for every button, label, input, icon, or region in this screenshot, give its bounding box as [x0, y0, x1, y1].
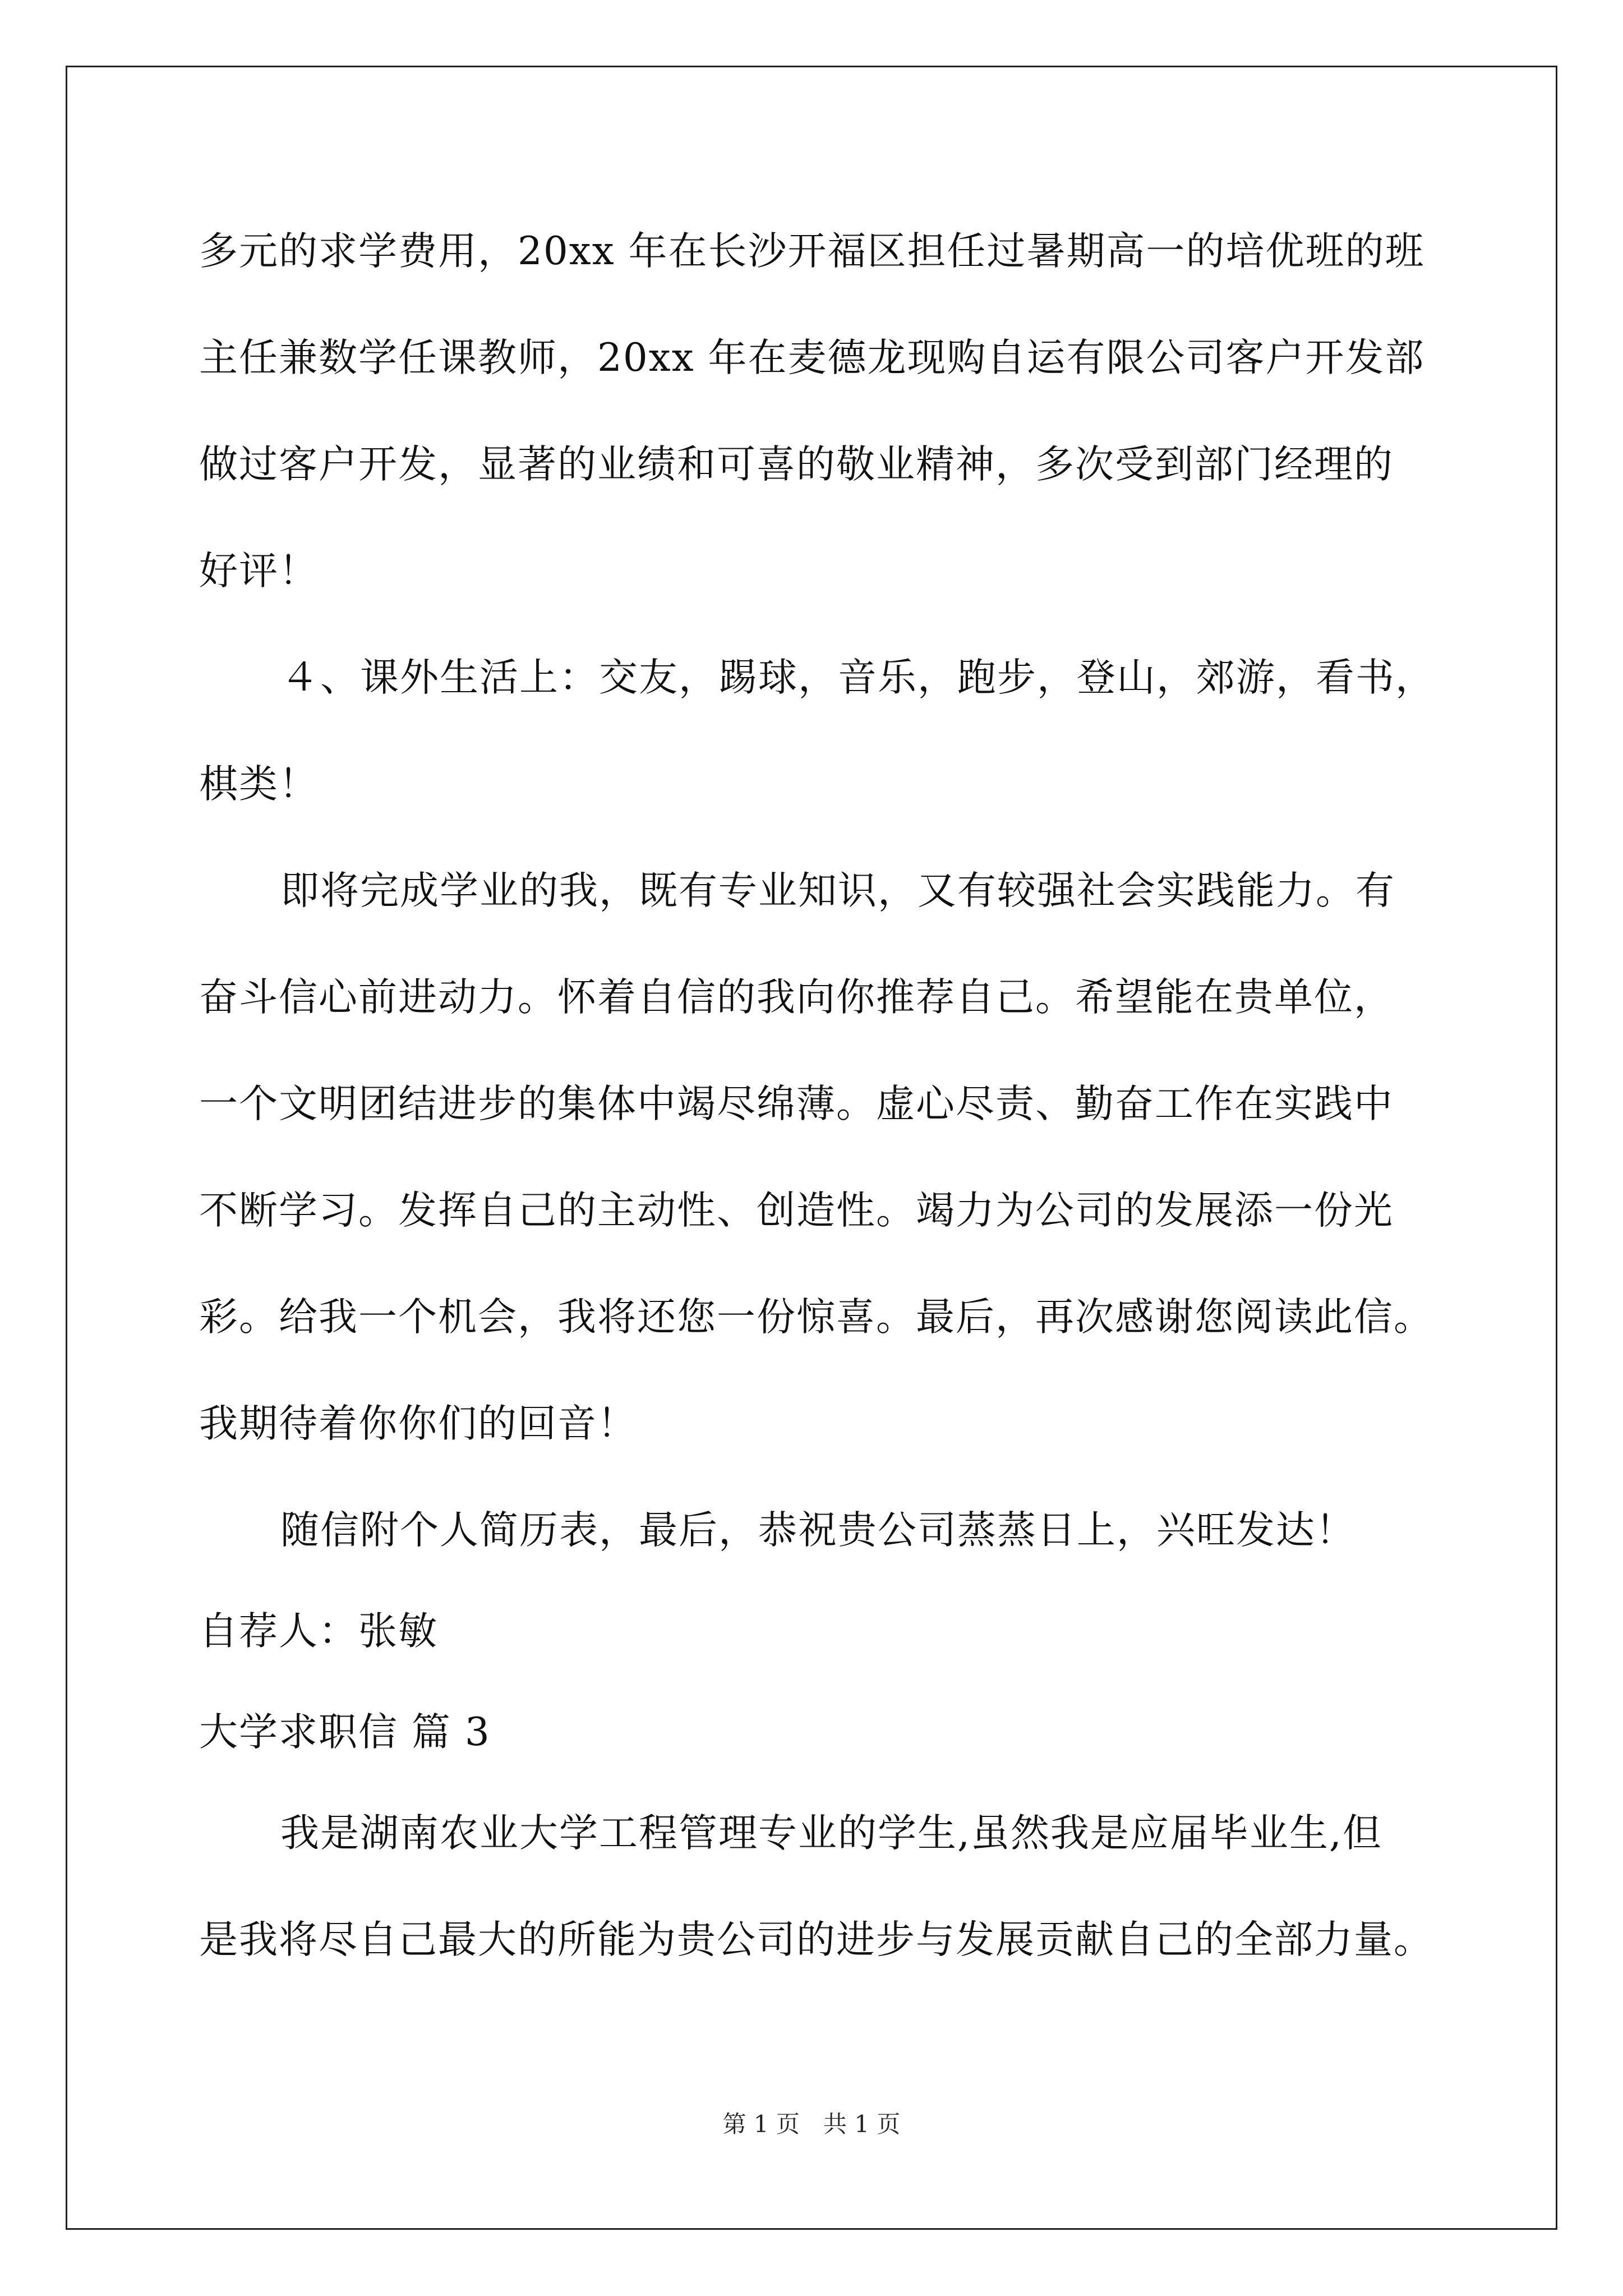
text-line: 奋斗信心前进动力。怀着自信的我向你推荐自己。希望能在贵单位， — [199, 975, 1394, 1020]
text-line: 一个文明团结进步的集体中竭尽绵薄。虚心尽责、勤奋工作在实践中 — [199, 1082, 1394, 1126]
text-line: 不断学习。发挥自己的主动性、创造性。竭力为公司的发展添一份光 — [199, 1188, 1394, 1233]
signature-line: 自荐人：张敏 — [199, 1609, 438, 1654]
text-line: 好评！ — [199, 549, 319, 593]
text-line: 我是湖南农业大学工程管理专业的学生,虽然我是应届毕业生,但 — [280, 1811, 1382, 1856]
page-border — [66, 66, 1557, 2230]
text-line: 即将完成学业的我，既有专业知识，又有较强社会实践能力。有 — [280, 868, 1395, 913]
text-line: 主任兼数学任课教师，20xx 年在麦德龙现购自运有限公司客户开发部 — [199, 335, 1425, 380]
text-line: 是我将尽自己最大的所能为贵公司的进步与发展贡献自己的全部力量。 — [199, 1917, 1433, 1962]
page-footer: 第 1 页 共 1 页 — [722, 2110, 901, 2138]
text-line: 随信附个人简历表，最后，恭祝贵公司蒸蒸日上，兴旺发达！ — [280, 1508, 1355, 1553]
text-line: 棋类！ — [199, 762, 319, 807]
text-line: 做过客户开发，显著的业绩和可喜的敬业精神，多次受到部门经理的 — [199, 442, 1394, 487]
text-line: 彩。给我一个机会，我将还您一份惊喜。最后，再次感谢您阅读此信。 — [199, 1295, 1433, 1340]
text-line: 我期待着你你们的回音！ — [199, 1401, 637, 1446]
text-line: ４、课外生活上：交友，踢球，音乐，跑步，登山，郊游，看书， — [280, 655, 1435, 700]
section-heading: 大学求职信 篇 3 — [199, 1710, 491, 1755]
text-line: 多元的求学费用，20xx 年在长沙开福区担任过暑期高一的培优班的班 — [199, 229, 1425, 274]
